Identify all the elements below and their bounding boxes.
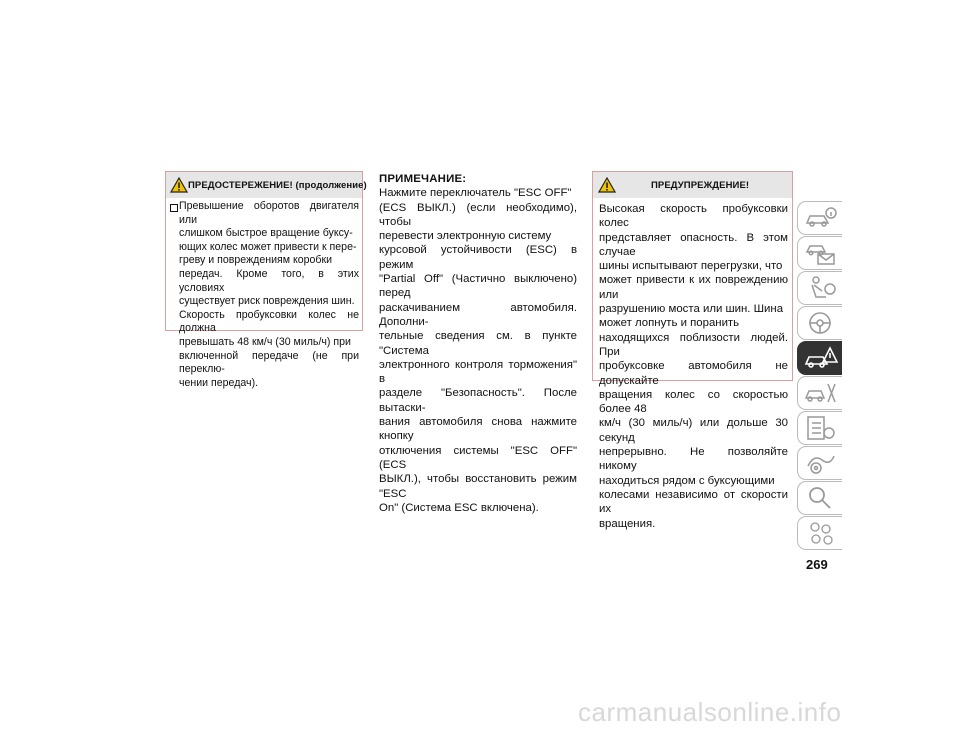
- caution-line: слишком быстрое вращение буксу-: [179, 227, 353, 240]
- note-line: вания автомобиля снова нажмите кнопку: [379, 416, 577, 443]
- side-tab-search[interactable]: [797, 481, 842, 515]
- map-location-icon: [804, 450, 838, 476]
- warning-box: [592, 171, 793, 530]
- note-line: электронного контроля торможения" в: [379, 358, 577, 386]
- note-line: (ECS ВЫКЛ.) (если необходимо), чтобы: [379, 201, 577, 228]
- warning-line: пробуксовке автомобиля не допускайте: [599, 360, 788, 387]
- note-line: разделе "Безопасность". После вытаски-: [379, 387, 577, 414]
- language-icon: [804, 520, 838, 546]
- side-tab-car-warning[interactable]: [797, 341, 842, 375]
- warning-box-header: [593, 172, 792, 198]
- warning-triangle-icon: [170, 177, 188, 193]
- side-tab-seat-safety[interactable]: [797, 271, 842, 305]
- side-tab-car-tools[interactable]: [797, 376, 842, 410]
- note-line: раскачиванием автомобиля. Дополни-: [379, 301, 577, 328]
- caution-box: [165, 171, 367, 389]
- caution-line: ющих колес может привести к пере-: [179, 240, 357, 253]
- warning-line: может лопнуть и поранить: [599, 317, 740, 330]
- note-title: ПРИМЕЧАНИЕ:: [379, 173, 467, 185]
- side-tab-steering[interactable]: [797, 306, 842, 340]
- note-line: тельные сведения см. в пункте "Система: [379, 330, 577, 357]
- car-tools-icon: [804, 380, 838, 406]
- caution-line: превышать 48 км/ч (30 миль/ч) при: [179, 335, 351, 348]
- caution-box-text: [179, 200, 359, 390]
- car-mail-icon: [804, 240, 838, 266]
- note-line: ВЫКЛ.), чтобы восстановить режим "ESC: [379, 473, 577, 500]
- warning-box-text: [599, 202, 788, 531]
- note-line: перевести электронную систему: [379, 230, 552, 243]
- warning-triangle-icon: [598, 177, 616, 193]
- caution-line: существует риск повреждения шин.: [179, 295, 355, 308]
- note-line: Нажмите переключатель "ESC OFF": [379, 187, 572, 200]
- warning-line: находящихся поблизости людей. При: [599, 331, 788, 358]
- caution-box-header: [166, 172, 367, 198]
- caution-box-title: ПРЕДОСТЕРЕЖЕНИЕ! (продолжение): [188, 180, 367, 191]
- car-warning-icon: [804, 345, 838, 371]
- checklist-icon: [804, 415, 838, 441]
- warning-line: находиться рядом с буксующими: [599, 474, 775, 487]
- caution-line: передач. Кроме того, в этих условиях: [179, 267, 359, 294]
- note-section: [379, 172, 577, 515]
- caution-line: включенной передаче (не при переклю-: [179, 349, 359, 376]
- car-info-icon: [804, 205, 838, 231]
- warning-line: вращения.: [599, 517, 656, 530]
- seat-safety-icon: [804, 275, 838, 301]
- note-line: "Partial Off" (Частично выключено) перед: [379, 273, 577, 300]
- warning-line: шины испытывают перегрузки, что: [599, 260, 783, 273]
- warning-line: непрерывно. Не позволяйте никому: [599, 446, 788, 473]
- note-line: On" (Система ESC включена).: [379, 501, 539, 514]
- side-tab-map[interactable]: [797, 446, 842, 480]
- warning-line: вращения колес со скоростью более 48: [599, 388, 788, 416]
- caution-line: Скорость пробуксовки колес не должна: [179, 308, 359, 335]
- footer-watermark: carmanualsonline.info: [578, 697, 842, 727]
- page-number: 269: [806, 557, 828, 572]
- side-tab-checklist[interactable]: [797, 411, 842, 445]
- magnifier-icon: [804, 485, 838, 511]
- warning-line: представляет опасность. В этом случае: [599, 231, 788, 258]
- warning-box-title: ПРЕДУПРЕЖДЕНИЕ!: [651, 180, 750, 191]
- bullet-square: [170, 204, 178, 212]
- caution-line: чении передач).: [179, 376, 259, 389]
- side-tab-car-info[interactable]: [797, 201, 842, 235]
- warning-line: может привести к их повреждению или: [599, 274, 788, 301]
- side-tab-car-mail[interactable]: [797, 236, 842, 270]
- side-tab-language[interactable]: [797, 516, 842, 550]
- caution-line: греву и повреждениям коробки: [179, 254, 333, 267]
- note-line: отключения системы "ESC OFF" (ECS: [379, 444, 577, 471]
- warning-line: км/ч (30 миль/ч) или дольше 30 секунд: [599, 417, 788, 444]
- warning-line: колесами независимо от скорости их: [599, 488, 788, 516]
- warning-line: Высокая скорость пробуксовки колес: [599, 203, 788, 230]
- warning-line: разрушению моста или шин. Шина: [599, 303, 784, 316]
- note-line: курсовой устойчивости (ESC) в режим: [379, 244, 577, 271]
- steering-wheel-icon: [804, 310, 838, 336]
- caution-line: Превышение оборотов двигателя или: [179, 200, 359, 226]
